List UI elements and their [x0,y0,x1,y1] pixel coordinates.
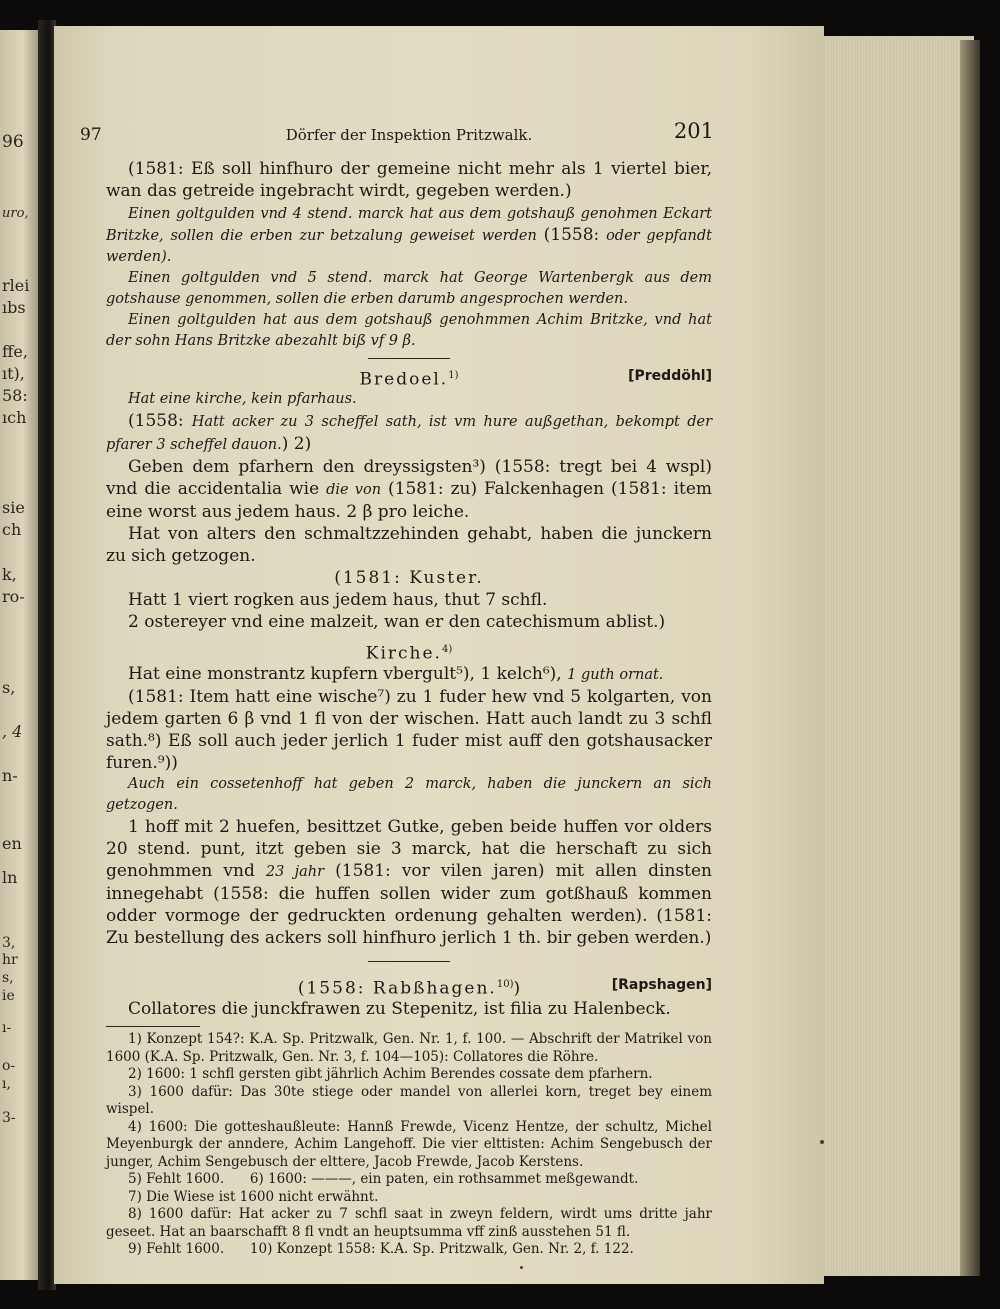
italic-text: 1 guth ornat. [567,667,664,683]
left-fragment: en [2,834,22,853]
footnote-ref: ) 2) [281,434,312,454]
left-fragment: ln [2,868,18,887]
left-fragment: 3, [2,935,16,951]
header-left-number: 97 [80,125,102,145]
heading-text: (1558: Rabßhagen. [297,978,497,999]
footnote-divider [106,1026,200,1027]
footnote: 4) 1600: Die gotteshaußleute: Hannß Frewde, Vicenz Hentze, der schultz, Michel Meyenburgk der anndere, Achim Langehoff. Die vier elttisten: Achim Sengebusch der junger, Achim Sengebusch der elttere, Jacob Frewde, Jacob Kerstens. [106,1118,712,1170]
paragraph: Hatt 1 viert rogken aus jedem haus, thut 7 schfl. [128,590,548,610]
italic-text: oder gepfandt werden). [106,228,713,265]
paragraph: Einen goltgulden hat aus dem gotshauß genohmmen Achim Britzke, vnd hat der sohn Hans Britzke abezahlt biß vf 9 β. [106,312,712,349]
paragraph: 2 ostereyer vnd eine malzeit, wan er den catechismum ablist.) [128,612,666,632]
italic-text: Einen goltgulden vnd 4 stend. marck hat aus dem gotshauß genohmen Eckart Britzke, sollen die erben zur betzalung geweiset werden [106,206,712,244]
left-fragment: ch [2,520,22,539]
date-text: (1558: [543,225,600,245]
left-fragment: ro- [2,587,25,606]
left-fragment: o- [2,1058,16,1074]
speck [820,1140,824,1144]
header-title: Dörfer der Inspektion Pritzwalk. [285,126,533,144]
footnote: 8) 1600 dafür: Hat acker zu 7 schfl saat in zweyn feldern, wirdt ums dritte jahr geseet. Hat an baarschafft 8 fl vndt an heuptsumma vff zinß ausstehen 51 fl. [106,1206,712,1240]
left-fragment: ie [2,988,15,1004]
page-number: 201 [673,119,714,143]
left-fragment: rlei [2,276,30,295]
left-fragment: 3- [2,1110,16,1126]
paragraph: (1581: Eß soll hinfhuro der gemeine nicht mehr als 1 viertel bier, wan das getreide ingebracht wirdt, gegeben werden.) [106,159,712,201]
footnote-ref: 1) [448,370,459,381]
italic-text: 23 jahr [265,864,325,880]
sub-heading: (1581: Kuster. [334,568,484,588]
left-fragment: ıt), [2,364,25,383]
text-run: (1581: vor vilen jaren) mit allen dinsten innegehabt (1558: die huffen sollen wider zum gotßhauß kommen odder vormoge der gedruckten ordenung gehalten werden). (1581: Zu bestellung des ackers soll hinfhuro jerlich 1 th. bir geben werden.) [106,861,713,948]
speck [520,1266,523,1269]
paragraph [106,456,712,523]
left-fragment: k, [2,565,17,584]
paragraph [106,410,712,456]
italic-text: Hatt acker zu 3 scheffel sath, ist vm hure außgethan, bekompt der pfarer 3 scheffel dauon. [106,414,713,453]
italic-text: die von [326,482,382,498]
place-tag: [Rapshagen] [611,977,712,993]
left-fragment: hr [2,952,18,968]
left-fragment: ı, [2,1076,11,1092]
facing-page-strip [0,30,38,1280]
footnote: 1) Konzept 154?: K.A. Sp. Pritzwalk, Gen. Nr. 1, f. 100. — Abschrift der Matrikel von 1600 (K.A. Sp. Pritzwalk, Gen. Nr. 3, f. 104—105): Collatores die Röhre. [106,1031,712,1065]
paragraph: Auch ein cossetenhoff hat geben 2 marck, haben die junckern an sich getzogen. [106,776,712,813]
left-fragment: s, [2,970,14,986]
paragraph [106,204,712,268]
left-fragment: ı- [2,1020,12,1036]
left-fragment: sie [2,498,25,517]
paragraph [106,816,712,949]
paragraph [106,663,712,686]
text-run: Hat eine monstrantz kupfern vbergult⁵), 1 kelch⁶), [128,664,562,684]
left-fragment: ıch [2,408,27,427]
left-fragment: ıbs [2,298,26,317]
left-fragment: , 4 [2,722,23,741]
footnote-ref: 10) [496,979,514,990]
text-run: (1581: zu) Falckenhagen (1581: item eine worst aus jedem haus. 2 β pro leiche. [106,479,713,522]
left-fragment: 58: [2,386,28,405]
left-fragment: uro, [2,206,29,221]
page-content [80,119,714,1259]
left-fragment: ffe, [2,342,28,361]
heading-text: Bredoel. [359,369,449,390]
left-fragment: s, [2,678,16,697]
footnote: 9) Fehlt 1600. 10) Konzept 1558: K.A. Sp. Pritzwalk, Gen. Nr. 2, f. 122. [128,1241,634,1257]
footnote: 5) Fehlt 1600. 6) 1600: ———, ein paten, ein rothsammet meßgewandt. [128,1171,639,1187]
text-run: Geben dem pfarhern den dreyssigsten³) (1558: tregt bei 4 wspl) vnd die accidentalia wie [106,457,712,499]
page-edges-shadow [960,40,980,1276]
date-text: (1558: [128,411,184,431]
running-header [80,119,714,148]
left-fragment: n- [2,766,18,785]
footnote-ref: 4) [441,644,453,655]
section-heading [106,637,712,663]
heading-text: Kirche. [365,643,442,664]
paragraph: Collatores die junckfrawen zu Stepenitz, ist filia zu Halenbeck. [128,999,671,1019]
footnote: 2) 1600: 1 schfl gersten gibt jährlich Achim Berendes cossate dem pfarhern. [128,1066,653,1082]
section-heading: (1558: Rabßhagen.$^{10)}$) [Rapshagen] [106,972,712,998]
paragraph: (1581: Item hatt eine wische⁷) zu 1 fuder hew vnd 5 kolgarten, von jedem garten 6 β vnd 1 fl von der wischen. Hatt auch landt zu 3 schfl sath.⁸) Eß soll auch jeder jerlich 1 fuder mist auff den gotshausacker furen.⁹)) [106,687,712,773]
footnote: 7) Die Wiese ist 1600 nicht erwähnt. [128,1188,379,1205]
paragraph: Hat von alters den schmaltzzehinden gehabt, haben die junckern zu sich getzogen. [106,524,712,566]
section-heading [106,363,712,389]
paragraph: Hat eine kirche, kein pfarhaus. [128,391,357,407]
text-run: 1 hoff mit 2 huefen, besittzet Gutke, geben beide huffen vor olders 20 stend. punt, itzt geben sie 3 marck, hat die herschaft zu sich genohmmen vnd [106,817,712,881]
place-tag: [Preddöhl] [628,368,712,384]
footnotes [106,1031,712,1259]
page-edges [824,36,974,1276]
left-page-number: 96 [2,132,24,152]
paragraph: Einen goltgulden vnd 5 stend. marck hat George Wartenbergk aus dem gotshause genommen, sollen die erben darumb angesprochen werden. [106,270,712,307]
footnote: 3) 1600 dafür: Das 30te stiege oder mandel von allerlei korn, treget bey einem wispel. [106,1083,712,1117]
